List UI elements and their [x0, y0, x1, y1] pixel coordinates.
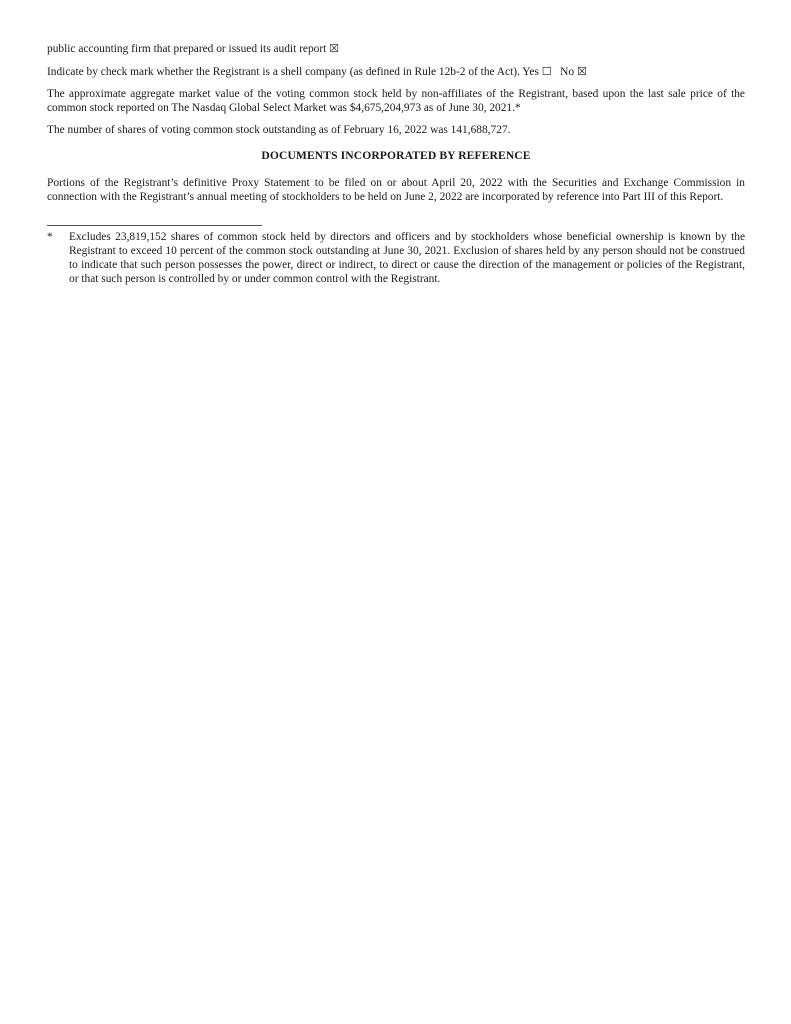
audit-report-line — [47, 42, 745, 56]
market-value-paragraph: The approximate aggregate market value of the voting common stock held by non-affiliates of the Registrant, based upon the last sale price of the common stock reported on The Nasdaq Global Select Market was $4,675,204,973 as of June 30, 2021.* — [47, 88, 745, 114]
document-page — [47, 42, 745, 286]
footnote-marker: * — [47, 231, 53, 243]
no-label: No — [560, 66, 575, 78]
footnote-text: Excludes 23,819,152 shares of common stock held by directors and officers and by stockholders whose beneficial ownership is known by the Registrant to exceed 10 percent of the common stock outstanding at June 30, 2021. Exclusion of shares held by any person should not be construed to indicate that such person possesses the power, direct or indirect, to direct or cause the direction of the management or policies of the Registrant, or that such person is controlled by or under common control with the Registrant. — [69, 231, 745, 285]
footnote — [47, 230, 745, 286]
checked-box-icon: ☒ — [576, 65, 587, 78]
shares-outstanding-line: The number of shares of voting common stock outstanding as of February 16, 2022 was 141,688,727. — [47, 124, 511, 136]
shell-company-text: Indicate by check mark whether the Registrant is a shell company (as defined in Rule 12b-2 of the Act). Yes — [47, 66, 539, 78]
footnote-divider — [47, 225, 262, 226]
checked-box-icon: ☒ — [329, 42, 340, 55]
shell-company-line — [47, 65, 745, 79]
section-heading: DOCUMENTS INCORPORATED BY REFERENCE — [261, 149, 531, 162]
unchecked-box-icon: ☐ — [541, 65, 552, 78]
audit-report-text: public accounting firm that prepared or issued its audit report — [47, 43, 327, 55]
documents-paragraph: Portions of the Registrant’s definitive Proxy Statement to be filed on or about April 20, 2022 with the Securities and Exchange Commission in connection with the Registrant’s annual meeting of stockholders to be held on June 2, 2022 are incorporated by reference into Part III of this Report. — [47, 177, 745, 203]
